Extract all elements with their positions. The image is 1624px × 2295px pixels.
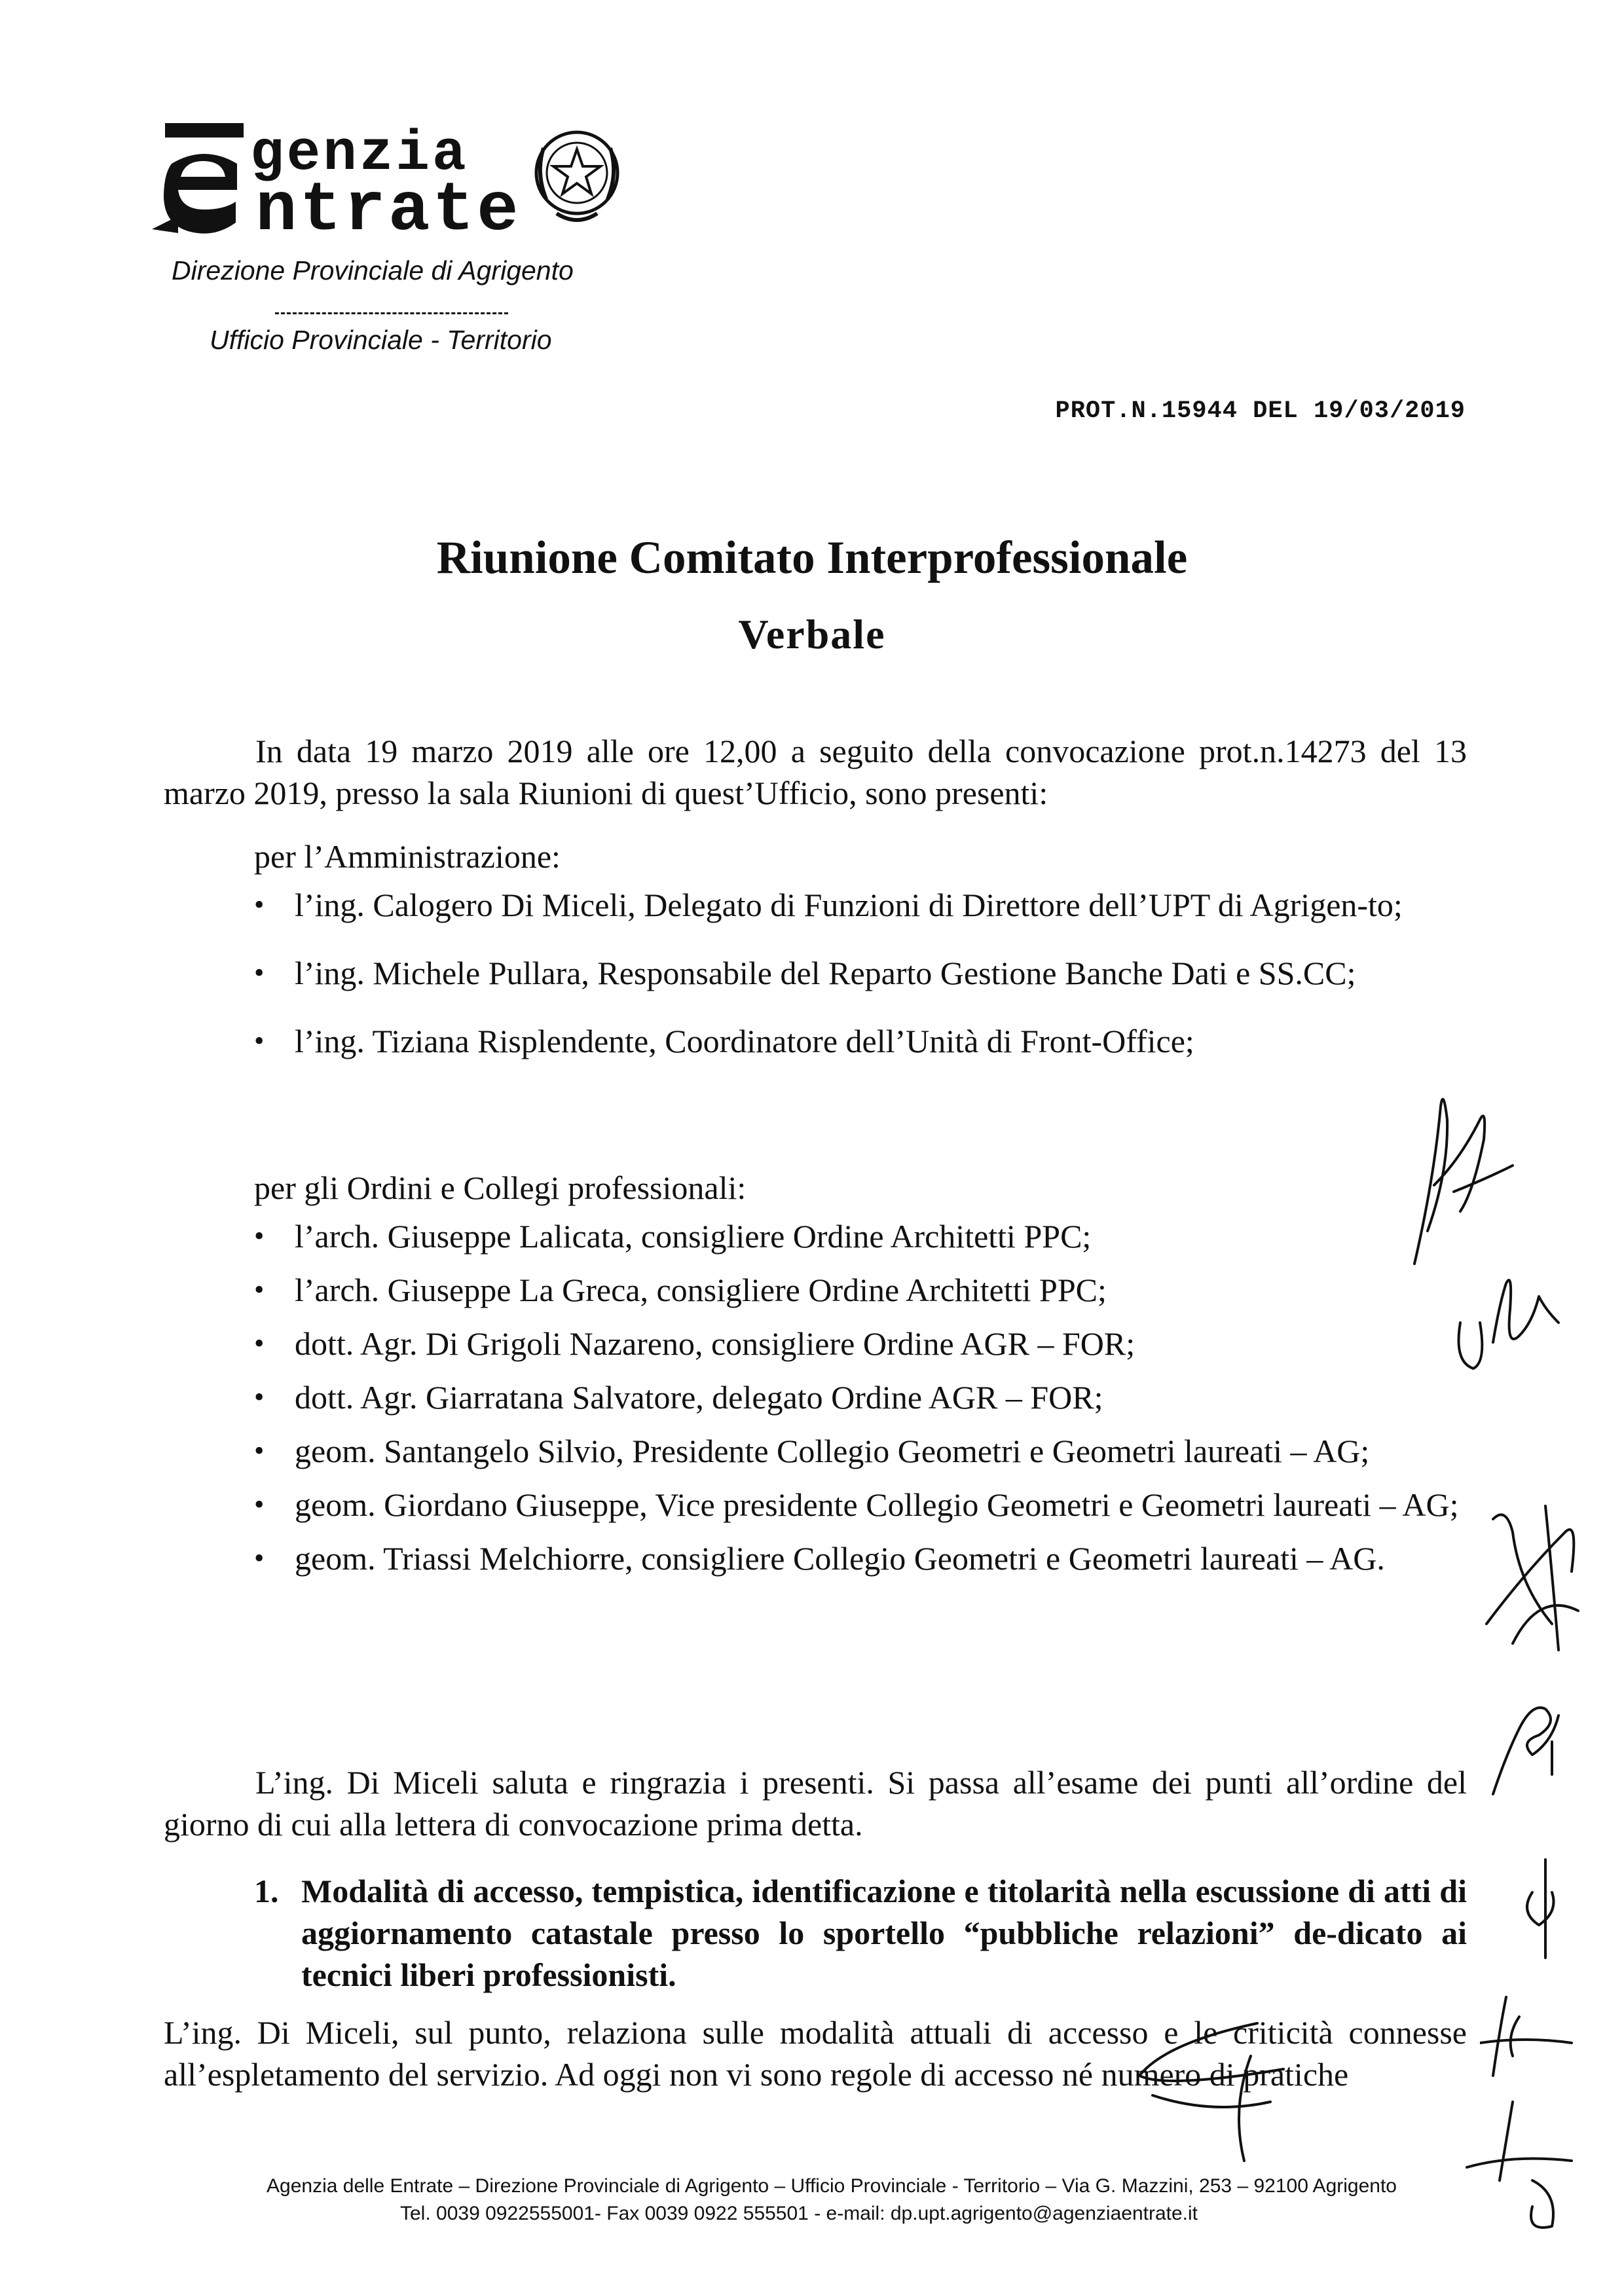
- bullet-icon: •: [254, 1025, 265, 1057]
- signature-4-icon: [1480, 1676, 1578, 1801]
- body-paragraph: L’ing. Di Miceli, sul punto, relaziona sulle modalità attuali di accesso e le criticità connesse all’espletamento del servizio. Ad oggi non vi sono regole di accesso né numero di pratiche: [164, 2014, 1467, 2093]
- administration-label: per l’Amministrazione:: [254, 838, 561, 875]
- agenda-point-text: Modalità di accesso, tempistica, identificazione e titolarità nella escussione di atti di aggiornamento catastale presso lo sportello “pubbliche relazioni” de-dicato ai tecnici liberi professionisti.: [301, 1873, 1467, 1993]
- list-item: • l’arch. Giuseppe Lalicata, consigliere Ordine Architetti PPC;: [254, 1215, 1467, 1257]
- bullet-icon: •: [254, 1220, 265, 1252]
- list-item: • l’ing. Michele Pullara, Responsabile del Reparto Gestione Banche Dati e SS.CC;: [254, 952, 1467, 994]
- office-unit: Ufficio Provinciale - Territorio: [210, 325, 552, 355]
- bullet-icon: •: [254, 1488, 265, 1520]
- orders-label: per gli Ordini e Collegi professionali:: [254, 1169, 747, 1206]
- logo-word-agenzia: genzia: [250, 122, 469, 186]
- signature-8-icon: [1454, 2089, 1585, 2239]
- orders-list: [254, 1215, 1467, 1591]
- list-item: • geom. Santangelo Silvio, Presidente Collegio Geometri e Geometri laureati – AG;: [254, 1430, 1467, 1472]
- republic-emblem-icon: [530, 122, 623, 227]
- list-item: • geom. Triassi Melchiorre, consigliere Collegio Geometri e Geometri laureati – AG.: [254, 1537, 1467, 1579]
- agency-logo: [152, 118, 623, 249]
- document-title: Riunione Comitato Interprofessionale: [436, 532, 1188, 583]
- bullet-icon: •: [254, 1542, 265, 1574]
- footer-address: Agenzia delle Entrate – Direzione Provinciale di Agrigento – Ufficio Provinciale - Territorio – Via G. Mazzini, 253 – 92100 Agrigento: [267, 2175, 1397, 2197]
- list-item: • geom. Giordano Giuseppe, Vice presidente Collegio Geometri e Geometri laureati – AG;: [254, 1484, 1467, 1526]
- bullet-icon: •: [254, 957, 265, 989]
- header-divider: [275, 312, 508, 314]
- bullet-icon: •: [254, 1274, 265, 1306]
- intro-paragraph: In data 19 marzo 2019 alle ore 12,00 a seguito della convocazione prot.n.14273 del 13 marzo 2019, presso la sala Riunioni di quest’Ufficio, sono presenti:: [164, 733, 1467, 811]
- signature-5-icon: [1513, 1853, 1572, 1964]
- list-item: • dott. Agr. Giarratana Salvatore, delegato Ordine AGR – FOR;: [254, 1376, 1467, 1418]
- logo-word-entrate: ntrate: [255, 172, 521, 250]
- bullet-icon: •: [254, 1381, 265, 1413]
- logo-e-mark-icon: [152, 118, 257, 242]
- greeting-paragraph: L’ing. Di Miceli saluta e ringrazia i presenti. Si passa all’esame dei punti all’ordine del giorno di cui alla lettera di convocazione prima detta.: [164, 1764, 1467, 1843]
- signature-3-icon: [1473, 1493, 1591, 1663]
- list-item: • l’arch. Giuseppe La Greca, consigliere Ordine Architetti PPC;: [254, 1269, 1467, 1311]
- signature-6-icon: [1480, 1991, 1578, 2082]
- administration-list: [254, 884, 1467, 1088]
- bullet-icon: •: [254, 1327, 265, 1359]
- footer-contacts: Tel. 0039 0922555001- Fax 0039 0922 555501 - e-mail: dp.upt.agrigento@agenziaentrate.it: [400, 2203, 1198, 2224]
- list-item: • dott. Agr. Di Grigoli Nazareno, consigliere Ordine AGR – FOR;: [254, 1323, 1467, 1365]
- signature-2-icon: [1447, 1244, 1565, 1388]
- list-item: • l’ing. Tiziana Risplendente, Coordinatore dell’Unità di Front-Office;: [254, 1020, 1467, 1062]
- list-item: • l’ing. Calogero Di Miceli, Delegato di Funzioni di Direttore dell’UPT di Agrigen-to;: [254, 884, 1467, 926]
- signature-7-icon: [1126, 2017, 1342, 2167]
- bullet-icon: •: [254, 1435, 265, 1467]
- document-subtitle: Verbale: [738, 611, 886, 657]
- office-directorate: Direzione Provinciale di Agrigento: [172, 255, 574, 285]
- agenda-point-number: 1.: [254, 1873, 279, 1909]
- protocol-number: PROT.N.15944 DEL 19/03/2019: [1055, 397, 1466, 425]
- bullet-icon: •: [254, 889, 265, 921]
